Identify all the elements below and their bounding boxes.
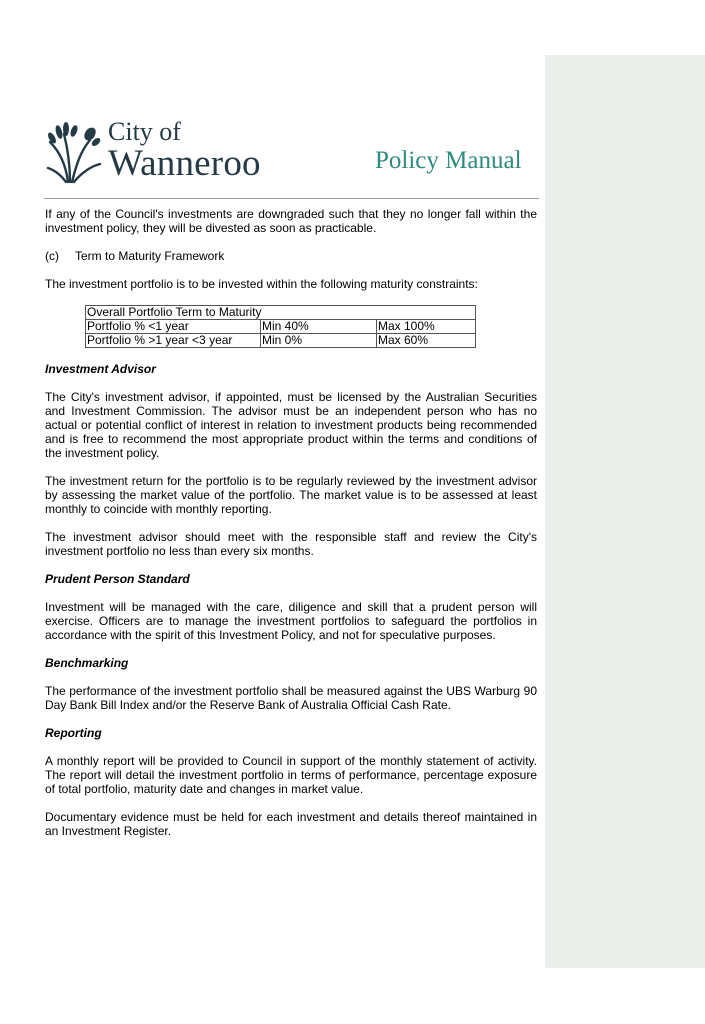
table-row <box>86 320 476 334</box>
paragraph-advisor-3: The investment advisor should meet with the responsible staff and review the City's investment portfolio no less than every six months. <box>45 530 537 558</box>
table-cell: Min 0% <box>261 334 377 348</box>
table-header-row <box>86 306 476 320</box>
plant-emblem-icon <box>46 122 104 184</box>
city-logo <box>46 118 276 188</box>
document-body <box>45 207 537 852</box>
paragraph-downgrade: If any of the Council's investments are downgraded such that they no longer fall within the investment policy, they will be divested as soon as practicable. <box>45 207 537 235</box>
paragraph-benchmarking: The performance of the investment portfolio shall be measured against the UBS Warburg 90 Day Bank Bill Index and/or the Reserve Bank of Australia Official Cash Rate. <box>45 684 537 712</box>
heading-investment-advisor: Investment Advisor <box>45 362 156 376</box>
subsection-number: (c) <box>45 249 59 263</box>
paragraph-prudent: Investment will be managed with the care, diligence and skill that a prudent person will exercise. Officers are to manage the investment portfolios to safeguard the portfolios in accordance with the spirit of this Investment Policy, and not for speculative purposes. <box>45 600 537 642</box>
table-cell: Portfolio % <1 year <box>86 320 261 334</box>
table-row <box>86 334 476 348</box>
table-cell: Portfolio % >1 year <3 year <box>86 334 261 348</box>
paragraph-reporting-2: Documentary evidence must be held for each investment and details thereof maintained in an Investment Register. <box>45 810 537 838</box>
table-cell: Max 100% <box>377 320 476 334</box>
policy-manual-title: Policy Manual <box>375 147 522 174</box>
paragraph-advisor-2: The investment return for the portfolio is to be regularly reviewed by the investment advisor by assessing the market value of the portfolio. The market value is to be assessed at least monthly to coincide with monthly reporting. <box>45 474 537 516</box>
paragraph-reporting-1: A monthly report will be provided to Council in support of the monthly statement of activity. The report will detail the investment portfolio in terms of performance, percentage exposure of total portfolio, maturity date and changes in market value. <box>45 754 537 796</box>
paragraph-maturity: The investment portfolio is to be invested within the following maturity constraints: <box>45 277 478 291</box>
paragraph-advisor-1: The City's investment advisor, if appointed, must be licensed by the Australian Securities and Investment Commission. The advisor must be an independent person who has no actual or potential conflict of interest in relation to investment products being recommended and is free to recommend the most appropriate product within the terms and conditions of the investment policy. <box>45 390 537 460</box>
subsection-c <box>45 249 537 263</box>
heading-benchmarking: Benchmarking <box>45 656 129 670</box>
maturity-table <box>85 305 476 348</box>
table-header-cell: Overall Portfolio Term to Maturity <box>86 306 476 320</box>
heading-prudent-person: Prudent Person Standard <box>45 572 190 586</box>
header-divider <box>44 198 539 199</box>
logo-text-wanneroo: Wanneroo <box>108 143 261 184</box>
table-cell: Min 40% <box>261 320 377 334</box>
heading-reporting: Reporting <box>45 726 102 740</box>
subsection-title: Term to Maturity Framework <box>75 249 225 263</box>
logo-text-city: City of <box>108 117 181 146</box>
margin-sidebar <box>545 55 705 968</box>
table-cell: Max 60% <box>377 334 476 348</box>
